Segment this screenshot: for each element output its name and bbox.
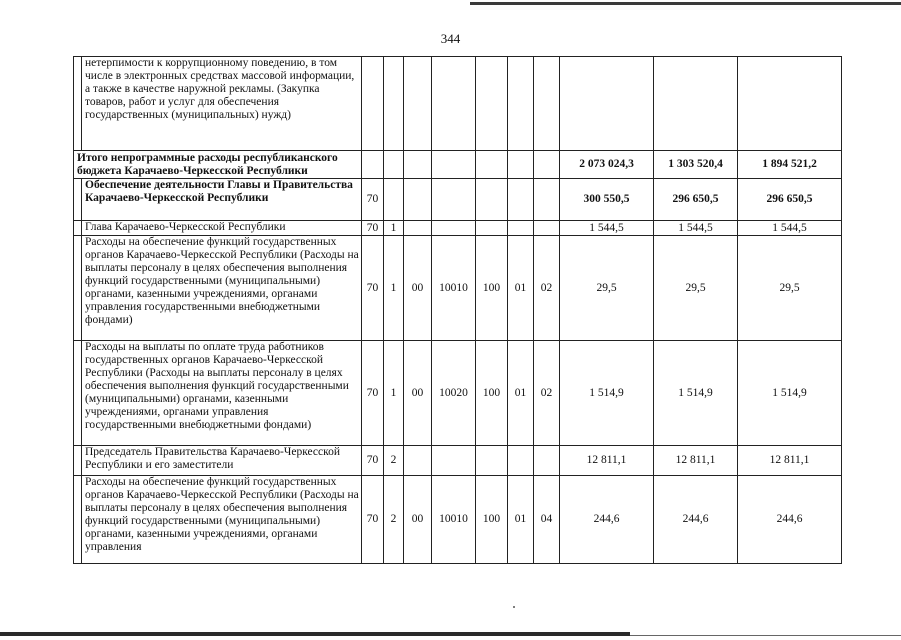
cell-vr: 100 (476, 236, 508, 341)
cell-rz (508, 179, 534, 221)
cell-rz: 01 (508, 341, 534, 446)
cell-st1 (404, 179, 432, 221)
cell-rz (508, 221, 534, 236)
cell-pr: 1 (384, 341, 404, 446)
total-year-2: 1 303 520,4 (654, 151, 738, 179)
bottom-border-line-thin (630, 635, 901, 636)
table-cell (74, 57, 82, 151)
cell-pr: 2 (384, 476, 404, 564)
table-cell (404, 151, 432, 179)
bottom-border-line (0, 632, 630, 636)
cell-pz (534, 179, 560, 221)
cell-st2 (432, 221, 476, 236)
table-row (74, 221, 842, 236)
cell-pr: 2 (384, 446, 404, 476)
table-row (74, 151, 842, 179)
cell-year-1: 244,6 (560, 476, 654, 564)
cell-year-3: 296 650,5 (738, 179, 842, 221)
cell-vr: 100 (476, 476, 508, 564)
table-cell (74, 341, 82, 446)
cell-st1: 00 (404, 341, 432, 446)
cell-pr (384, 179, 404, 221)
cell-st2: 10010 (432, 476, 476, 564)
cell-year-1: 29,5 (560, 236, 654, 341)
cell-year-3: 1 514,9 (738, 341, 842, 446)
cell-pz: 02 (534, 236, 560, 341)
row-description: Расходы на выплаты по оплате труда работников государственных органов Карачаево-Черкесской Республики (Расходы на выплаты персоналу в целях обеспечения выполнения функций государственными (муниципальными) органами, казенными учреждениями, органами управления государственными внебюджетными фондами) (82, 341, 362, 446)
total-description: Итого непрограммные расходы республиканского бюджета Карачаево-Черкесской Республики (74, 151, 362, 179)
cell-st1 (404, 221, 432, 236)
table-row (74, 179, 842, 221)
cell-st1: 00 (404, 476, 432, 564)
cell-gr: 70 (362, 179, 384, 221)
cell-pz: 02 (534, 341, 560, 446)
table-row (74, 341, 842, 446)
table-cell (384, 151, 404, 179)
total-year-1: 2 073 024,3 (560, 151, 654, 179)
cell-year-2: 12 811,1 (654, 446, 738, 476)
cell-gr: 70 (362, 446, 384, 476)
cell-st2 (432, 179, 476, 221)
cell-st2 (432, 446, 476, 476)
row-description: Расходы на обеспечение функций государственных органов Карачаево-Черкесской Республики (Расходы на выплаты персоналу в целях обеспечения выполнения функций государственными (муниципальными) органами, казенными учреждениями, органами управления государственными внебюджетными фондами) (82, 236, 362, 341)
table-row (74, 476, 842, 564)
row-description: Расходы на обеспечение функций государственных органов Карачаево-Черкесской Республики (Расходы на выплаты персоналу в целях обеспечения выполнения функций государственными (муниципальными) органами, казенными учреждениями, органами управления (82, 476, 362, 564)
row-description: нетерпимости к коррупционному поведению, в том числе в электронных средствах массовой информации, а также в качестве наружной рекламы. (Закупка товаров, работ и услуг для обеспечения государственных (муниципальных) нужд) (82, 57, 362, 151)
cell-rz: 01 (508, 236, 534, 341)
cell-year-1: 12 811,1 (560, 446, 654, 476)
table-cell (362, 151, 384, 179)
cell-year-3: 1 544,5 (738, 221, 842, 236)
cell-st2: 10010 (432, 236, 476, 341)
cell-pz: 04 (534, 476, 560, 564)
cell-year-3: 12 811,1 (738, 446, 842, 476)
cell-vr (476, 179, 508, 221)
cell-year-1 (560, 57, 654, 151)
scan-speck (513, 606, 515, 608)
table-cell (432, 151, 476, 179)
row-description: Глава Карачаево-Черкесской Республики (82, 221, 362, 236)
table-row (74, 446, 842, 476)
cell-st2: 10020 (432, 341, 476, 446)
cell-pr: 1 (384, 236, 404, 341)
cell-vr (476, 221, 508, 236)
cell-pr (384, 57, 404, 151)
row-description: Обеспечение деятельности Главы и Правительства Карачаево-Черкесской Республики (82, 179, 362, 221)
cell-year-2: 29,5 (654, 236, 738, 341)
cell-rz: 01 (508, 476, 534, 564)
table-cell (534, 151, 560, 179)
cell-pr: 1 (384, 221, 404, 236)
table-row (74, 57, 842, 151)
table-row (74, 236, 842, 341)
cell-gr (362, 57, 384, 151)
cell-year-2: 296 650,5 (654, 179, 738, 221)
cell-st2 (432, 57, 476, 151)
cell-vr (476, 57, 508, 151)
total-year-3: 1 894 521,2 (738, 151, 842, 179)
cell-year-1: 1 544,5 (560, 221, 654, 236)
table-cell (74, 236, 82, 341)
table-cell (74, 221, 82, 236)
cell-gr: 70 (362, 476, 384, 564)
cell-st1 (404, 446, 432, 476)
cell-st1: 00 (404, 236, 432, 341)
cell-rz (508, 57, 534, 151)
page-number: 344 (440, 31, 461, 46)
cell-pz (534, 446, 560, 476)
table-cell (74, 476, 82, 564)
cell-year-3 (738, 57, 842, 151)
cell-pz (534, 57, 560, 151)
cell-year-2: 1 514,9 (654, 341, 738, 446)
cell-pz (534, 221, 560, 236)
cell-year-1: 1 514,9 (560, 341, 654, 446)
table-cell (476, 151, 508, 179)
cell-st1 (404, 57, 432, 151)
row-description: Председатель Правительства Карачаево-Черкесской Республики и его заместители (82, 446, 362, 476)
table-cell (74, 446, 82, 476)
cell-year-2: 1 544,5 (654, 221, 738, 236)
cell-year-2 (654, 57, 738, 151)
budget-table (73, 56, 842, 564)
cell-vr: 100 (476, 341, 508, 446)
cell-gr: 70 (362, 221, 384, 236)
table-cell (508, 151, 534, 179)
table-cell (74, 179, 82, 221)
cell-year-1: 300 550,5 (560, 179, 654, 221)
cell-year-3: 29,5 (738, 236, 842, 341)
cell-gr: 70 (362, 236, 384, 341)
cell-year-3: 244,6 (738, 476, 842, 564)
cell-gr: 70 (362, 341, 384, 446)
cell-rz (508, 446, 534, 476)
cell-year-2: 244,6 (654, 476, 738, 564)
top-border-line (470, 2, 901, 5)
cell-vr (476, 446, 508, 476)
